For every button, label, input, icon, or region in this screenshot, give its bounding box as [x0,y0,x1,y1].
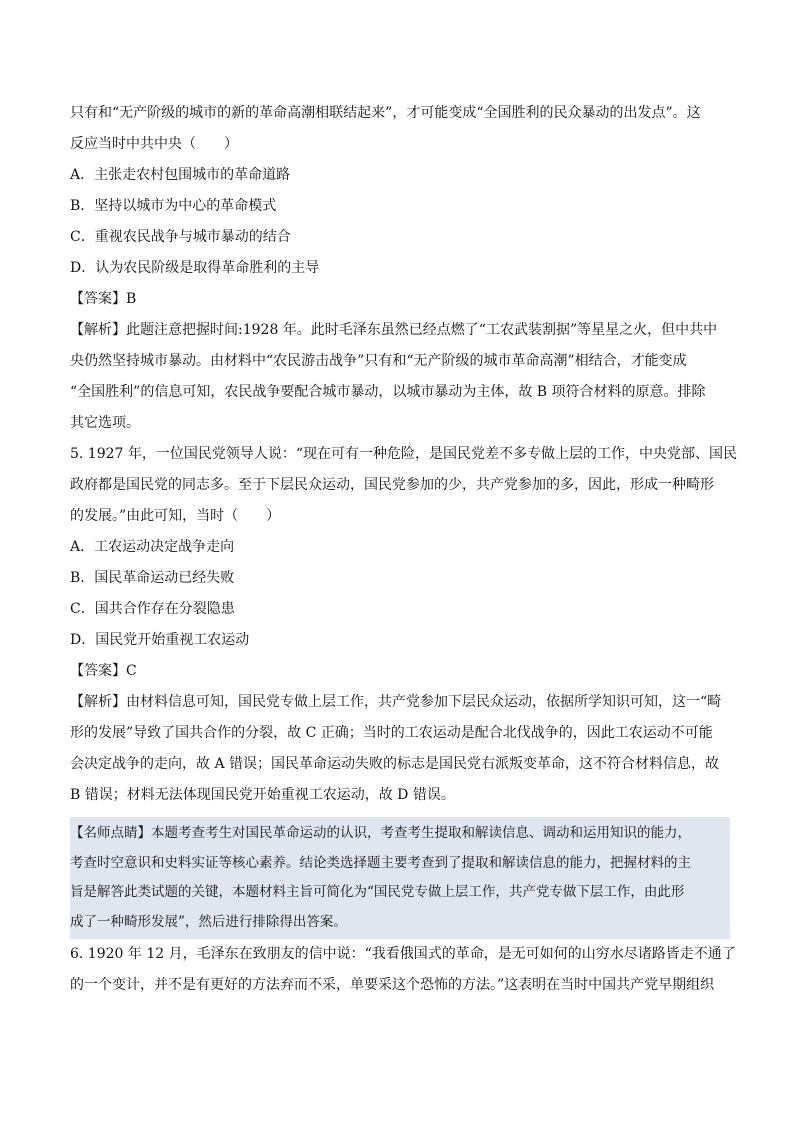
analysis-line: 央仍然坚持城市暴动。由材料中“农民游击战争”只有和“无产阶级的城市革命高潮”相结合，才能变成 [70,353,687,369]
document-content [70,98,738,1001]
question-6 [70,939,736,1001]
question-stem-line: 5. 1927 年，一位国民党领导人说：“现在可有一种危险，是国民党差不多专做上层的工作，中央党部、国民 [70,446,738,462]
question-stem-line: 6. 1920 年 12 月，毛泽东在致朋友的信中说：“我看俄国式的革命，是无可如何的山穷水尽诸路皆走不通了 [70,946,736,962]
option-d: D．国民党开始重视工农运动 [70,632,250,648]
option-b: B．坚持以城市为中心的革命模式 [70,198,277,214]
question-stem-line: 的一个变计，并不是有更好的方法弃而不采，单要采这个恐怖的方法。”这表明在当时中国共产党早期组织 [70,977,715,993]
tip-line: 旨是解答此类试题的关键，本题材料主旨可简化为“国民党专做上层工作，共产党专做下层工作，由此形 [70,884,685,900]
analysis-line: “全国胜利”的信息可知，农民战争要配合城市暴动，以城市暴动为主体，故 B 项符合材料的原意。排除 [70,384,706,400]
tip-line: 考查时空意识和史料实证等核心素养。结论类选择题主要考查到了提取和解读信息的能力，把握材料的主 [70,854,691,871]
analysis-line: 【解析】此题注意把握时间:1928 年。此时毛泽东虽然已经点燃了“工农武装割据”等星星之火，但中共中 [70,322,718,338]
analysis-line: 【解析】由材料信息可知，国民党专做上层工作，共产党参加下层民众运动，依据所学知识可知，这一“畸 [70,694,722,710]
question-4 [70,98,730,439]
option-c: C．国共合作存在分裂隐患 [70,601,235,617]
question-5 [70,439,738,939]
question-stem-line: 的发展。”由此可知，当时（ ） [70,508,281,524]
question-stem-line: 反应当时中共中央（ ） [70,136,238,152]
question-stem-line: 政府都是国民党的同志多。至于下层民众运动，国民党参加的少，共产党参加的多，因此，形成一种畸形 [70,477,714,493]
option-b: B．国民革命运动已经失败 [70,570,235,586]
analysis-line: B 错误；材料无法体现国民党开始重视工农运动，故 D 错误。 [70,787,455,803]
option-c: C．重视农民战争与城市暴动的结合 [70,229,291,245]
answer: 【答案】C [70,663,137,679]
analysis-line: 形的发展”导致了国共合作的分裂，故 C 正确；当时的工农运动是配合北伐战争的，因此工农运动不可能 [70,725,713,741]
analysis-line: 其它选项。 [70,415,140,431]
teacher-tip-box [70,817,730,939]
tip-line: 成了一种畸形发展”，然后进行排除得出答案。 [70,913,347,930]
question-stem-line: 只有和“无产阶级的城市的新的革命高潮相联结起来”，才可能变成“全国胜利的民众暴动的出发点”。这 [70,105,701,121]
tip-line: 【名师点睛】本题考查考生对国民革命运动的认识，考查考生提取和解读信息、调动和运用知识的能力， [70,825,691,841]
option-d: D．认为农民阶级是取得革命胜利的主导 [70,260,320,276]
answer: 【答案】B [70,291,137,307]
option-a: A．工农运动决定战争走向 [70,539,235,555]
analysis-line: 会决定战争的走向，故 A 错误；国民革命运动失败的标志是国民党右派叛变革命，这不符合材料信息，故 [70,756,720,772]
option-a: A．主张走农村包围城市的革命道路 [70,167,291,183]
